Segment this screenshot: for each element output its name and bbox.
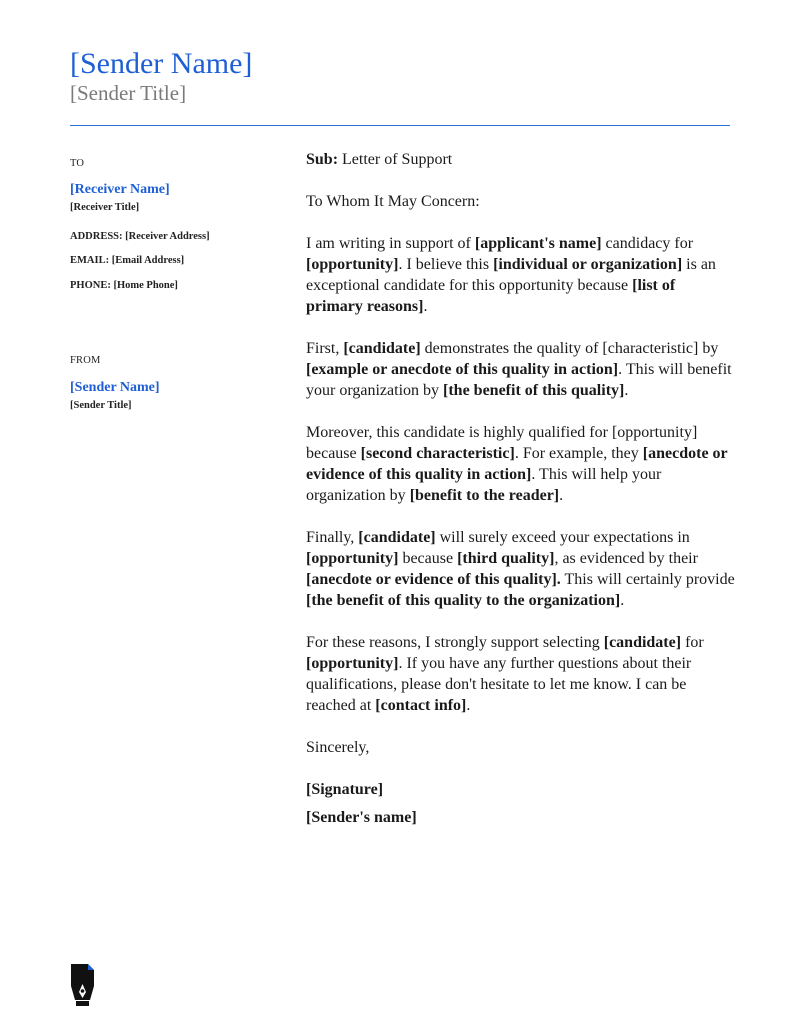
letter-body — [306, 149, 736, 835]
receiver-name: [Receiver Name] — [70, 182, 170, 197]
from-title: [Sender Title] — [70, 400, 132, 411]
receiver-address: ADDRESS: [Receiver Address] — [70, 231, 210, 242]
sender-title: [Sender Title] — [70, 81, 187, 105]
subject-line — [306, 149, 736, 170]
closing: Sincerely, — [306, 739, 370, 756]
pen-nib-document-icon — [68, 962, 98, 1008]
receiver-phone: PHONE: [Home Phone] — [70, 280, 178, 291]
paragraph-2: First, [candidate] demonstrates the quality of [characteristic] by [example or anecdote of this quality in action]. This will benefit your organization by [the benefit of this quality]. — [306, 340, 732, 399]
header-divider — [70, 125, 730, 126]
receiver-email: EMAIL: [Email Address] — [70, 255, 185, 266]
subject-label: Sub: — [306, 151, 339, 168]
paragraph-3: Moreover, this candidate is highly qualified for [opportunity] because [second characteristic]. For example, they [anecdote or evidence of this quality in action]. This will help your organization by [benefit to the reader]. — [306, 424, 728, 504]
senders-name: [Sender's name] — [306, 809, 417, 826]
paragraph-4: Finally, [candidate] will surely exceed your expectations in [opportunity] because [third quality], as evidenced by their [anecdote or evidence of this quality]. This will certainly provide [the benefit of this quality to the organization]. — [306, 529, 735, 609]
signature: [Signature] — [306, 781, 384, 798]
paragraph-1: I am writing in support of [applicant's name] candidacy for [opportunity]. I believe this [individual or organization] is an exceptional candidate for this opportunity because [list of primary reasons]. — [306, 235, 716, 315]
from-label: FROM — [70, 355, 101, 366]
from-name: [Sender Name] — [70, 380, 160, 395]
paragraph-5: For these reasons, I strongly support selecting [candidate] for [opportunity]. If you have any further questions about their qualifications, please don't hesitate to let me know. I can be reached at [contact info]. — [306, 634, 704, 714]
subject-text: Letter of Support — [342, 151, 453, 168]
sender-name: [Sender Name] — [70, 47, 253, 80]
salutation: To Whom It May Concern: — [306, 193, 480, 210]
receiver-title: [Receiver Title] — [70, 202, 140, 213]
to-label: TO — [70, 158, 85, 169]
